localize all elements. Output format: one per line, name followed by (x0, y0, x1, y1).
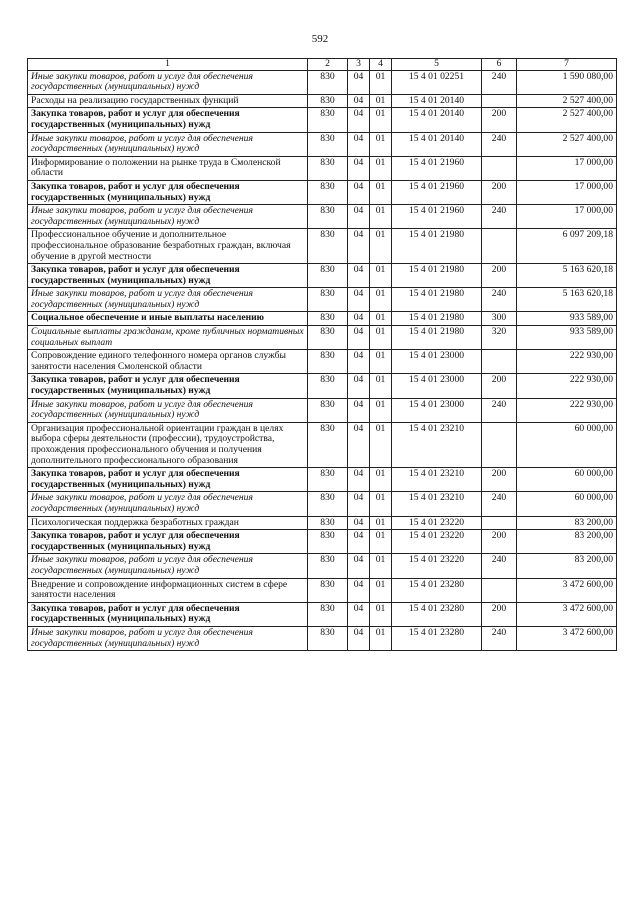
cell-admin-code: 830 (308, 288, 348, 312)
cell-amount: 17 000,00 (517, 205, 617, 229)
cell-section: 04 (348, 108, 370, 132)
cell-target-code: 15 4 01 23280 (392, 602, 482, 626)
cell-subsection: 01 (370, 374, 392, 398)
cell-amount: 222 930,00 (517, 350, 617, 374)
column-header: 1 (28, 59, 308, 71)
budget-table (27, 58, 617, 651)
cell-target-code: 15 4 01 02251 (392, 70, 482, 94)
cell-name: Информирование о положении на рынке труда в Смоленской области (28, 156, 308, 180)
cell-name: Иные закупки товаров, работ и услуг для обеспечения государственных (муниципальных) нужд (28, 626, 308, 650)
cell-admin-code: 830 (308, 205, 348, 229)
cell-name: Внедрение и сопровождение информационных систем в сфере занятости населения (28, 578, 308, 602)
cell-name: Иные закупки товаров, работ и услуг для обеспечения государственных (муниципальных) нужд (28, 554, 308, 578)
cell-amount: 222 930,00 (517, 398, 617, 422)
cell-expense-type (482, 516, 517, 530)
cell-admin-code: 830 (308, 326, 348, 350)
cell-subsection: 01 (370, 530, 392, 554)
header-row (28, 59, 617, 71)
cell-amount: 6 097 209,18 (517, 229, 617, 264)
cell-section: 04 (348, 94, 370, 108)
column-header: 7 (517, 59, 617, 71)
cell-section: 04 (348, 205, 370, 229)
cell-section: 04 (348, 422, 370, 467)
cell-section: 04 (348, 468, 370, 492)
cell-target-code: 15 4 01 23280 (392, 578, 482, 602)
cell-expense-type: 200 (482, 530, 517, 554)
cell-name: Иные закупки товаров, работ и услуг для обеспечения государственных (муниципальных) нужд (28, 492, 308, 516)
cell-amount: 17 000,00 (517, 180, 617, 204)
cell-target-code: 15 4 01 23000 (392, 374, 482, 398)
cell-amount: 60 000,00 (517, 492, 617, 516)
cell-expense-type: 240 (482, 554, 517, 578)
cell-amount: 3 472 600,00 (517, 626, 617, 650)
cell-expense-type: 240 (482, 288, 517, 312)
table-row (28, 132, 617, 156)
cell-expense-type: 200 (482, 264, 517, 288)
cell-section: 04 (348, 132, 370, 156)
cell-amount: 17 000,00 (517, 156, 617, 180)
cell-section: 04 (348, 180, 370, 204)
cell-subsection: 01 (370, 205, 392, 229)
cell-target-code: 15 4 01 23000 (392, 350, 482, 374)
cell-admin-code: 830 (308, 626, 348, 650)
table-row (28, 530, 617, 554)
cell-target-code: 15 4 01 21960 (392, 156, 482, 180)
cell-section: 04 (348, 492, 370, 516)
cell-admin-code: 830 (308, 180, 348, 204)
table-row (28, 108, 617, 132)
cell-expense-type (482, 578, 517, 602)
cell-name: Иные закупки товаров, работ и услуг для обеспечения государственных (муниципальных) нужд (28, 288, 308, 312)
cell-admin-code: 830 (308, 530, 348, 554)
cell-expense-type: 200 (482, 468, 517, 492)
column-header: 3 (348, 59, 370, 71)
cell-expense-type: 240 (482, 492, 517, 516)
cell-amount: 2 527 400,00 (517, 94, 617, 108)
table-row (28, 578, 617, 602)
table-row (28, 229, 617, 264)
table-row (28, 350, 617, 374)
cell-admin-code: 830 (308, 229, 348, 264)
column-header: 4 (370, 59, 392, 71)
cell-admin-code: 830 (308, 578, 348, 602)
cell-target-code: 15 4 01 23210 (392, 422, 482, 467)
cell-name: Иные закупки товаров, работ и услуг для обеспечения государственных (муниципальных) нужд (28, 398, 308, 422)
cell-name: Иные закупки товаров, работ и услуг для обеспечения государственных (муниципальных) нужд (28, 70, 308, 94)
cell-subsection: 01 (370, 398, 392, 422)
table-row (28, 326, 617, 350)
cell-admin-code: 830 (308, 132, 348, 156)
cell-name: Иные закупки товаров, работ и услуг для обеспечения государственных (муниципальных) нужд (28, 132, 308, 156)
cell-subsection: 01 (370, 312, 392, 326)
cell-target-code: 15 4 01 23280 (392, 626, 482, 650)
cell-amount: 83 200,00 (517, 530, 617, 554)
cell-subsection: 01 (370, 516, 392, 530)
cell-subsection: 01 (370, 94, 392, 108)
cell-expense-type: 240 (482, 132, 517, 156)
cell-name: Закупка товаров, работ и услуг для обеспечения государственных (муниципальных) нужд (28, 374, 308, 398)
table-row (28, 602, 617, 626)
table-row (28, 156, 617, 180)
cell-subsection: 01 (370, 108, 392, 132)
table-row (28, 398, 617, 422)
cell-expense-type (482, 350, 517, 374)
cell-target-code: 15 4 01 21980 (392, 326, 482, 350)
cell-section: 04 (348, 626, 370, 650)
cell-section: 04 (348, 602, 370, 626)
cell-amount: 60 000,00 (517, 468, 617, 492)
cell-target-code: 15 4 01 20140 (392, 132, 482, 156)
cell-admin-code: 830 (308, 602, 348, 626)
column-header: 5 (392, 59, 482, 71)
cell-admin-code: 830 (308, 70, 348, 94)
cell-target-code: 15 4 01 21980 (392, 229, 482, 264)
cell-name: Социальное обеспечение и иные выплаты населению (28, 312, 308, 326)
cell-section: 04 (348, 288, 370, 312)
cell-target-code: 15 4 01 21960 (392, 180, 482, 204)
cell-subsection: 01 (370, 492, 392, 516)
cell-target-code: 15 4 01 23220 (392, 516, 482, 530)
table-row (28, 492, 617, 516)
cell-subsection: 01 (370, 422, 392, 467)
cell-expense-type: 240 (482, 70, 517, 94)
cell-expense-type (482, 94, 517, 108)
cell-target-code: 15 4 01 23000 (392, 398, 482, 422)
cell-name: Профессиональное обучение и дополнительное профессиональное образование безработных граждан, включая обучение в другой местности (28, 229, 308, 264)
cell-target-code: 15 4 01 23220 (392, 530, 482, 554)
cell-section: 04 (348, 516, 370, 530)
cell-name: Психологическая поддержка безработных граждан (28, 516, 308, 530)
cell-admin-code: 830 (308, 94, 348, 108)
cell-subsection: 01 (370, 264, 392, 288)
cell-subsection: 01 (370, 156, 392, 180)
cell-amount: 3 472 600,00 (517, 602, 617, 626)
cell-amount: 5 163 620,18 (517, 264, 617, 288)
cell-subsection: 01 (370, 350, 392, 374)
cell-section: 04 (348, 578, 370, 602)
table-row (28, 468, 617, 492)
cell-section: 04 (348, 156, 370, 180)
table-row (28, 70, 617, 94)
cell-name: Социальные выплаты гражданам, кроме публичных нормативных социальных выплат (28, 326, 308, 350)
cell-expense-type: 320 (482, 326, 517, 350)
cell-subsection: 01 (370, 578, 392, 602)
table-row (28, 264, 617, 288)
cell-name: Организация профессиональной ориентации граждан в целях выбора сферы деятельности (профессии), трудоустройства, прохождения профессионального обучения и получения дополнительного профессионального образования (28, 422, 308, 467)
cell-admin-code: 830 (308, 422, 348, 467)
cell-expense-type (482, 422, 517, 467)
cell-admin-code: 830 (308, 516, 348, 530)
cell-amount: 3 472 600,00 (517, 578, 617, 602)
cell-target-code: 15 4 01 21980 (392, 312, 482, 326)
cell-subsection: 01 (370, 288, 392, 312)
cell-admin-code: 830 (308, 468, 348, 492)
cell-target-code: 15 4 01 20140 (392, 108, 482, 132)
cell-amount: 933 589,00 (517, 326, 617, 350)
table-body (28, 70, 617, 651)
cell-name: Сопровождение единого телефонного номера органов службы занятости населения Смоленской области (28, 350, 308, 374)
page-number: 592 (311, 33, 329, 45)
cell-subsection: 01 (370, 229, 392, 264)
cell-section: 04 (348, 264, 370, 288)
cell-subsection: 01 (370, 554, 392, 578)
table-row (28, 205, 617, 229)
table-row (28, 288, 617, 312)
cell-admin-code: 830 (308, 264, 348, 288)
cell-subsection: 01 (370, 468, 392, 492)
cell-target-code: 15 4 01 21980 (392, 288, 482, 312)
column-header: 6 (482, 59, 517, 71)
cell-amount: 2 527 400,00 (517, 132, 617, 156)
cell-expense-type: 200 (482, 602, 517, 626)
cell-section: 04 (348, 326, 370, 350)
table-row (28, 94, 617, 108)
cell-name: Закупка товаров, работ и услуг для обеспечения государственных (муниципальных) нужд (28, 180, 308, 204)
cell-amount: 1 590 080,00 (517, 70, 617, 94)
cell-subsection: 01 (370, 626, 392, 650)
cell-subsection: 01 (370, 326, 392, 350)
cell-expense-type (482, 229, 517, 264)
cell-expense-type: 240 (482, 626, 517, 650)
cell-subsection: 01 (370, 180, 392, 204)
cell-section: 04 (348, 350, 370, 374)
cell-amount: 222 930,00 (517, 374, 617, 398)
cell-name: Закупка товаров, работ и услуг для обеспечения государственных (муниципальных) нужд (28, 264, 308, 288)
cell-expense-type: 240 (482, 398, 517, 422)
cell-target-code: 15 4 01 20140 (392, 94, 482, 108)
cell-target-code: 15 4 01 23220 (392, 554, 482, 578)
table-row (28, 312, 617, 326)
cell-name: Закупка товаров, работ и услуг для обеспечения государственных (муниципальных) нужд (28, 530, 308, 554)
cell-admin-code: 830 (308, 492, 348, 516)
cell-admin-code: 830 (308, 350, 348, 374)
cell-target-code: 15 4 01 21960 (392, 205, 482, 229)
cell-name: Расходы на реализацию государственных функций (28, 94, 308, 108)
cell-expense-type: 200 (482, 108, 517, 132)
cell-admin-code: 830 (308, 108, 348, 132)
table-row (28, 422, 617, 467)
cell-target-code: 15 4 01 23210 (392, 468, 482, 492)
cell-name: Закупка товаров, работ и услуг для обеспечения государственных (муниципальных) нужд (28, 468, 308, 492)
cell-expense-type: 240 (482, 205, 517, 229)
cell-subsection: 01 (370, 132, 392, 156)
cell-section: 04 (348, 398, 370, 422)
cell-amount: 5 163 620,18 (517, 288, 617, 312)
cell-name: Закупка товаров, работ и услуг для обеспечения государственных (муниципальных) нужд (28, 108, 308, 132)
cell-amount: 2 527 400,00 (517, 108, 617, 132)
cell-section: 04 (348, 229, 370, 264)
table-row (28, 516, 617, 530)
cell-section: 04 (348, 312, 370, 326)
cell-expense-type (482, 156, 517, 180)
cell-name: Иные закупки товаров, работ и услуг для обеспечения государственных (муниципальных) нужд (28, 205, 308, 229)
cell-section: 04 (348, 530, 370, 554)
cell-admin-code: 830 (308, 156, 348, 180)
cell-section: 04 (348, 374, 370, 398)
column-header: 2 (308, 59, 348, 71)
cell-name: Закупка товаров, работ и услуг для обеспечения государственных (муниципальных) нужд (28, 602, 308, 626)
cell-subsection: 01 (370, 70, 392, 94)
cell-admin-code: 830 (308, 554, 348, 578)
cell-amount: 60 000,00 (517, 422, 617, 467)
cell-admin-code: 830 (308, 374, 348, 398)
cell-amount: 933 589,00 (517, 312, 617, 326)
cell-expense-type: 200 (482, 374, 517, 398)
cell-expense-type: 300 (482, 312, 517, 326)
cell-section: 04 (348, 554, 370, 578)
cell-amount: 83 200,00 (517, 516, 617, 530)
cell-target-code: 15 4 01 23210 (392, 492, 482, 516)
cell-section: 04 (348, 70, 370, 94)
cell-target-code: 15 4 01 21980 (392, 264, 482, 288)
cell-amount: 83 200,00 (517, 554, 617, 578)
table-row (28, 180, 617, 204)
table-row (28, 374, 617, 398)
table-row (28, 626, 617, 650)
table-row (28, 554, 617, 578)
cell-admin-code: 830 (308, 312, 348, 326)
cell-expense-type: 200 (482, 180, 517, 204)
cell-admin-code: 830 (308, 398, 348, 422)
cell-subsection: 01 (370, 602, 392, 626)
